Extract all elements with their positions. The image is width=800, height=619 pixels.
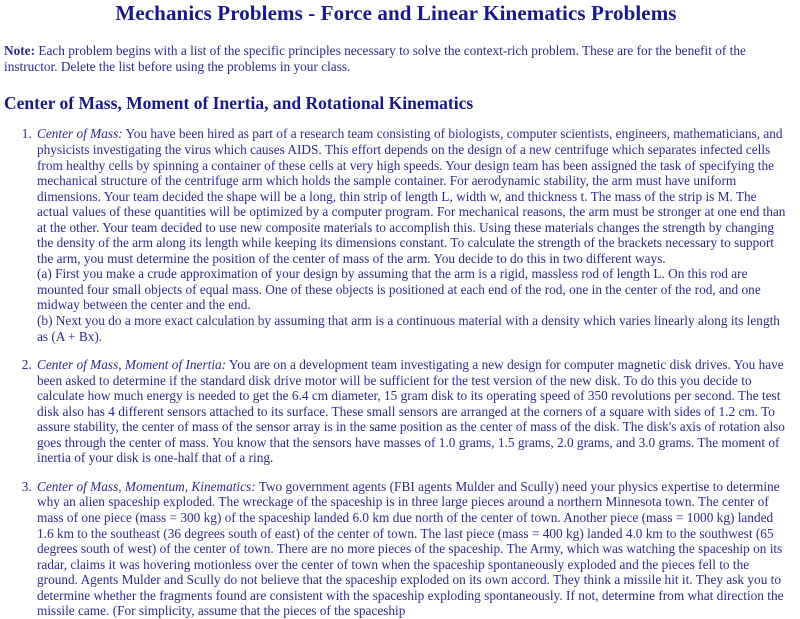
problem-lead-label: Center of Mass: <box>37 126 123 142</box>
section-heading: Center of Mass, Moment of Inertia, and Rotational Kinematics <box>4 93 474 114</box>
list-item <box>35 126 788 344</box>
note-text: Each problem begins with a list of the specific principles necessary to solve the context-rich problem. These are for the benefit of the instructor. Delete the list before using the problems in your class. <box>4 43 746 74</box>
problem-part-a: (a) First you make a crude approximation of your design by assuming that the arm is a rigid, massless rod of length L. On this rod are mounted four small objects of equal mass. One of these objects is positioned at each end of the rod, one in the center of the rod, and one midway between the center and the end. <box>37 266 761 313</box>
problem-body: You are on a development team investigating a new design for computer magnetic disk drives. You have been asked to determine if the standard disk drive motor will be sufficient for the test version of the new disk. To do this you decide to calculate how much energy is needed to get the 6.4 cm diameter, 15 gram disk to its operating speed of 350 revolutions per second. The test disk also has 4 different sensors attached to its surface. These small sensors are arranged at the corners of a square with sides of 1.2 cm. To assure stability, the center of mass of the sensor array is in the same position as the center of mass of the disk. The disk's axis of rotation also goes through the center of mass. You know that the sensors have masses of 1.0 grams, 1.5 grams, 2.0 grams, and 3.0 grams. The moment of inertia of your disk is one-half that of a ring. <box>37 357 785 466</box>
document-page <box>0 1 800 619</box>
problem-list <box>4 126 788 618</box>
problem-part-b: (b) Next you do a more exact calculation by assuming that arm is a continuous material with a density which varies linearly along its length as (A + Bx). <box>37 313 780 344</box>
problem-body: You have been hired as part of a research team consisting of biologists, computer scientists, engineers, mathematicians, and physicists investigating the virus which causes AIDS. This effort depends on the design of a new centrifuge which separates infected cells from healthy cells by spinning a container of these cells at very high speeds. Your design team has been assigned the task of specifying the mechanical structure of the centrifuge arm which holds the sample container. For aerodynamic stability, the arm must have uniform dimensions. Your team decided the shape will be a long, thin strip of length L, width w, and thickness t. The mass of the strip is M. The actual values of these quantities will be optimized by a computer program. For mechanical reasons, the arm must be stronger at one end than at the other. Your team decided to use new composite materials to accomplish this. Using these materials changes the strength by changing the density of the arm along its length while keeping its dimensions constant. To calculate the strength of the brackets necessary to support the arm, you must determine the position of the center of mass of the arm. You decide to do this in two different ways. <box>37 126 786 266</box>
list-item <box>35 357 788 466</box>
instructor-note <box>4 43 788 74</box>
page-title: Mechanics Problems - Force and Linear Kinematics Problems <box>115 1 677 25</box>
problem-lead-label: Center of Mass, Momentum, Kinematics: <box>37 478 256 494</box>
list-item <box>35 479 788 619</box>
problem-lead-label: Center of Mass, Moment of Inertia: <box>37 357 227 373</box>
note-label: Note: <box>4 43 36 59</box>
problem-body: Two government agents (FBI agents Mulder and Scully) need your physics expertise to determine why an alien spaceship exploded. The wreckage of the spaceship is in three large pieces around a northern Minnesota town. The center of mass of one piece (mass = 300 kg) of the spaceship landed 6.0 km due north of the center of town. Another piece (mass = 1000 kg) landed 1.6 km to the southeast (36 degrees south of east) of the center of town. The last piece (mass = 400 kg) landed 4.0 km to the southwest (65 degrees south of west) of the center of town. There are no more pieces of the spaceship. The Army, which was watching the spaceship on its radar, claims it was hovering motionless over the center of town when the spaceship spontaneously exploded and the pieces fell to the ground. Agents Mulder and Scully do not believe that the spaceship exploded on its own accord. They think a missile hit it. They ask you to determine whether the fragments found are consistent with the spaceship exploding spontaneously. If not, determine from what direction the missile came. (For simplicity, assume that the pieces of the spaceship <box>37 478 784 619</box>
